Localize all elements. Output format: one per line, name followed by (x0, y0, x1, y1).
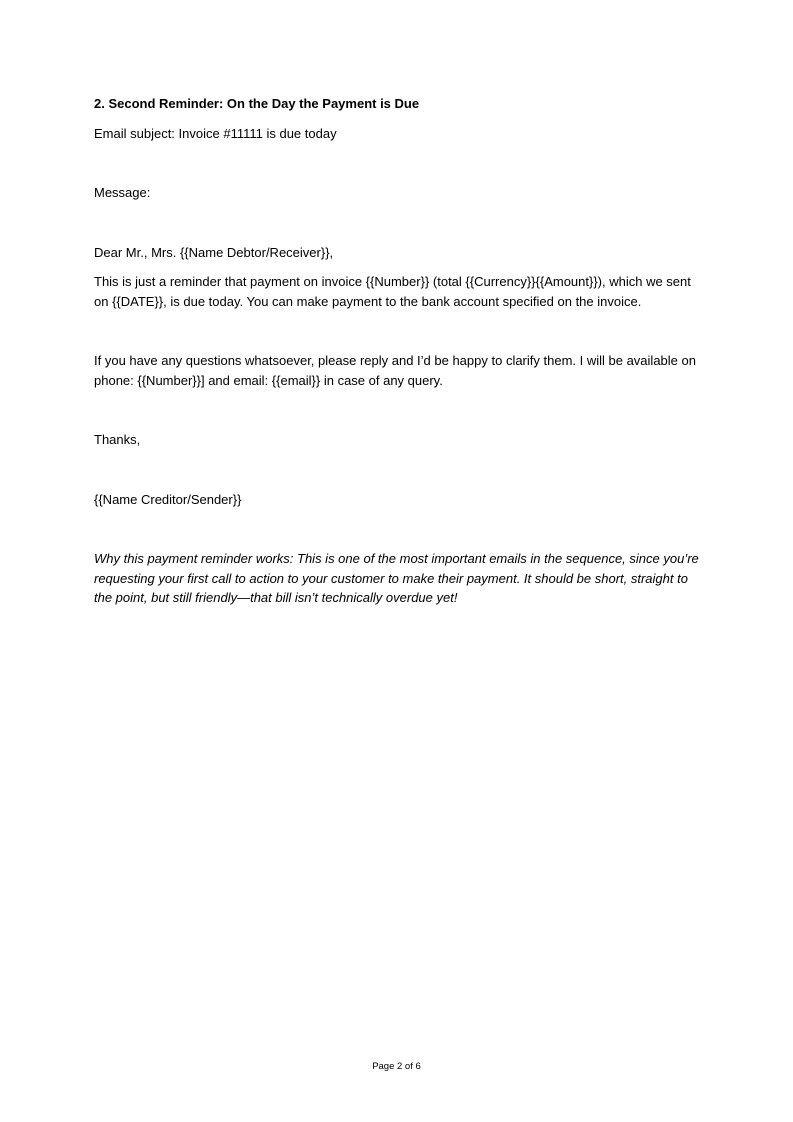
document-body (94, 94, 699, 608)
salutation: Dear Mr., Mrs. {{Name Debtor/Receiver}}, (94, 244, 334, 260)
signature-placeholder: {{Name Creditor/Sender}} (94, 491, 242, 507)
message-label: Message: (94, 185, 151, 200)
closing-text: Thanks, (94, 432, 141, 447)
explanation-note: Why this payment reminder works: This is one of the most important emails in the sequence, since you’re requesting your first call to action to your customer to make their payment. It should be short, straight to the point, but still friendly—that bill isn’t technically overdue yet! (94, 551, 699, 605)
page-number: Page 2 of 6 (372, 1061, 421, 1072)
email-subject: Email subject: Invoice #11111 is due today (94, 125, 337, 141)
section-heading: 2. Second Reminder: On the Day the Payment is Due (94, 96, 420, 111)
questions-paragraph: If you have any questions whatsoever, please reply and I’d be happy to clarify them. I will be available on phone: {{Number}}] and email: {{email}} in case of any query. (94, 353, 696, 388)
reminder-paragraph: This is just a reminder that payment on invoice {{Number}} (total {{Currency}}{{Amount}}), which we sent on {{DATE}}, is due today. You can make payment to the bank account specified on the invoice. (94, 274, 691, 309)
